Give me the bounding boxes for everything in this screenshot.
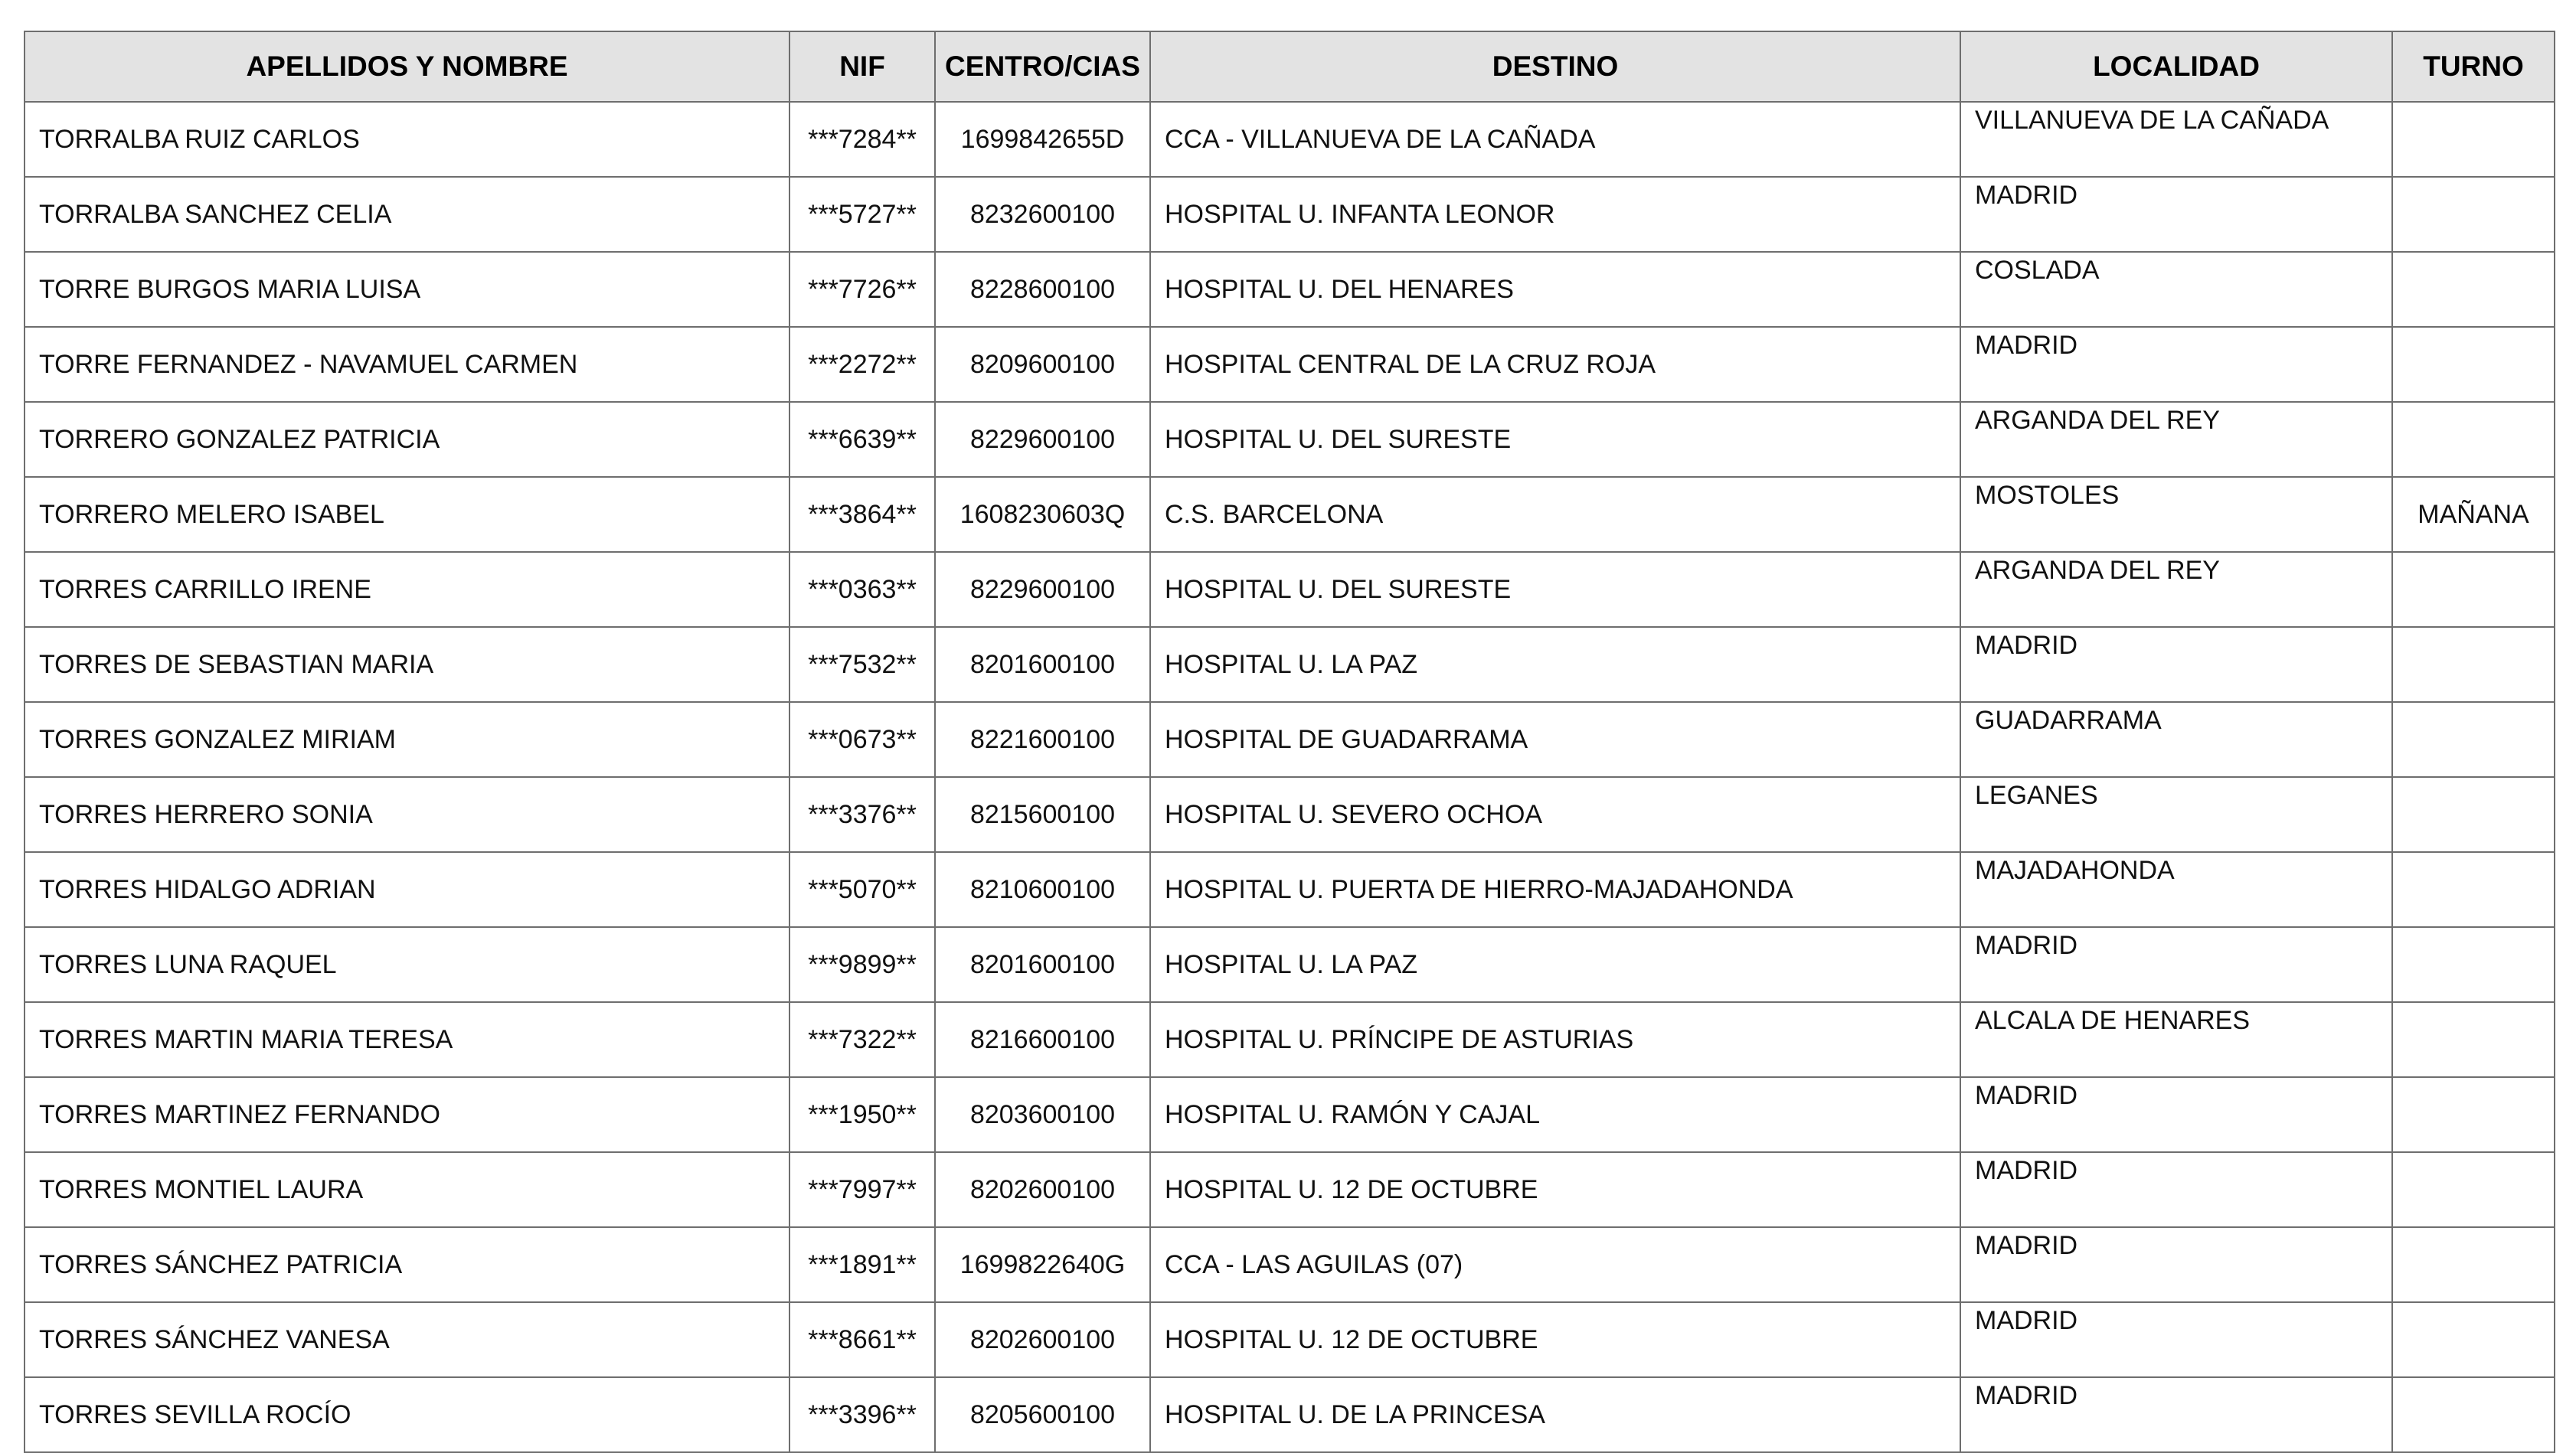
cell-localidad: COSLADA: [1960, 252, 2392, 327]
cell-nif: ***2272**: [789, 327, 935, 402]
cell-cias: 8209600100: [935, 327, 1150, 402]
cell-destino: C.S. BARCELONA: [1150, 477, 1960, 552]
cell-cias: 1699822640G: [935, 1227, 1150, 1302]
cell-destino: HOSPITAL DE GUADARRAMA: [1150, 702, 1960, 777]
cell-name: TORRERO GONZALEZ PATRICIA: [25, 402, 789, 477]
table-row: [25, 702, 2555, 777]
cell-destino: HOSPITAL U. 12 DE OCTUBRE: [1150, 1302, 1960, 1377]
cell-name: TORRES MARTINEZ FERNANDO: [25, 1077, 789, 1152]
cell-name: TORRES SÁNCHEZ VANESA: [25, 1302, 789, 1377]
cell-name: TORRES SÁNCHEZ PATRICIA: [25, 1227, 789, 1302]
cell-cias: 8216600100: [935, 1002, 1150, 1077]
table-row: [25, 777, 2555, 852]
cell-localidad: MADRID: [1960, 927, 2392, 1002]
table-row: [25, 252, 2555, 327]
cell-cias: 8205600100: [935, 1377, 1150, 1452]
cell-name: TORRES CARRILLO IRENE: [25, 552, 789, 627]
table-row: [25, 327, 2555, 402]
table-row: [25, 552, 2555, 627]
cell-cias: 8201600100: [935, 927, 1150, 1002]
cell-turno: [2392, 702, 2555, 777]
cell-localidad: MADRID: [1960, 1152, 2392, 1227]
cell-turno: [2392, 1302, 2555, 1377]
cell-nif: ***7284**: [789, 102, 935, 177]
table-row: [25, 1002, 2555, 1077]
table-row: [25, 177, 2555, 252]
table-row: [25, 927, 2555, 1002]
cell-turno: [2392, 402, 2555, 477]
cell-nif: ***9899**: [789, 927, 935, 1002]
cell-nif: ***0673**: [789, 702, 935, 777]
cell-localidad: LEGANES: [1960, 777, 2392, 852]
table-row: [25, 852, 2555, 927]
cell-destino: HOSPITAL U. DE LA PRINCESA: [1150, 1377, 1960, 1452]
cell-turno: [2392, 1377, 2555, 1452]
cell-destino: HOSPITAL U. RAMÓN Y CAJAL: [1150, 1077, 1960, 1152]
cell-nif: ***7997**: [789, 1152, 935, 1227]
cell-cias: 1699842655D: [935, 102, 1150, 177]
cell-nif: ***7532**: [789, 627, 935, 702]
cell-turno: [2392, 552, 2555, 627]
cell-localidad: MAJADAHONDA: [1960, 852, 2392, 927]
cell-turno: [2392, 777, 2555, 852]
table-row: [25, 1077, 2555, 1152]
cell-turno: [2392, 327, 2555, 402]
cell-localidad: VILLANUEVA DE LA CAÑADA: [1960, 102, 2392, 177]
cell-turno: [2392, 852, 2555, 927]
header-name: APELLIDOS Y NOMBRE: [25, 31, 789, 102]
cell-turno: [2392, 1002, 2555, 1077]
table-header-row: [25, 31, 2555, 102]
cell-cias: 8228600100: [935, 252, 1150, 327]
cell-name: TORRERO MELERO ISABEL: [25, 477, 789, 552]
cell-cias: 8201600100: [935, 627, 1150, 702]
cell-turno: MAÑANA: [2392, 477, 2555, 552]
cell-name: TORRES GONZALEZ MIRIAM: [25, 702, 789, 777]
cell-nif: ***7322**: [789, 1002, 935, 1077]
cell-localidad: MADRID: [1960, 1377, 2392, 1452]
cell-turno: [2392, 1077, 2555, 1152]
cell-turno: [2392, 927, 2555, 1002]
table-row: [25, 1227, 2555, 1302]
cell-cias: 8215600100: [935, 777, 1150, 852]
cell-turno: [2392, 1227, 2555, 1302]
header-cias: CENTRO/CIAS: [935, 31, 1150, 102]
cell-nif: ***0363**: [789, 552, 935, 627]
header-destino: DESTINO: [1150, 31, 1960, 102]
table-row: [25, 1152, 2555, 1227]
table-row: [25, 402, 2555, 477]
cell-destino: HOSPITAL CENTRAL DE LA CRUZ ROJA: [1150, 327, 1960, 402]
cell-cias: 8210600100: [935, 852, 1150, 927]
cell-destino: HOSPITAL U. SEVERO OCHOA: [1150, 777, 1960, 852]
cell-nif: ***3376**: [789, 777, 935, 852]
cell-cias: 8202600100: [935, 1302, 1150, 1377]
cell-destino: HOSPITAL U. LA PAZ: [1150, 927, 1960, 1002]
cell-turno: [2392, 102, 2555, 177]
cell-destino: HOSPITAL U. DEL HENARES: [1150, 252, 1960, 327]
cell-turno: [2392, 1152, 2555, 1227]
cell-name: TORRE BURGOS MARIA LUISA: [25, 252, 789, 327]
cell-cias: 8229600100: [935, 402, 1150, 477]
cell-turno: [2392, 627, 2555, 702]
cell-destino: HOSPITAL U. INFANTA LEONOR: [1150, 177, 1960, 252]
cell-name: TORRES HIDALGO ADRIAN: [25, 852, 789, 927]
cell-name: TORRES HERRERO SONIA: [25, 777, 789, 852]
cell-localidad: MOSTOLES: [1960, 477, 2392, 552]
cell-destino: HOSPITAL U. DEL SURESTE: [1150, 402, 1960, 477]
cell-localidad: MADRID: [1960, 327, 2392, 402]
cell-nif: ***3396**: [789, 1377, 935, 1452]
table-row: [25, 102, 2555, 177]
cell-nif: ***5727**: [789, 177, 935, 252]
header-localidad: LOCALIDAD: [1960, 31, 2392, 102]
cell-nif: ***8661**: [789, 1302, 935, 1377]
assignment-list-page: [24, 31, 2555, 1453]
cell-destino: HOSPITAL U. 12 DE OCTUBRE: [1150, 1152, 1960, 1227]
cell-destino: HOSPITAL U. LA PAZ: [1150, 627, 1960, 702]
table-body: [25, 102, 2555, 1452]
cell-localidad: MADRID: [1960, 1302, 2392, 1377]
cell-localidad: MADRID: [1960, 1227, 2392, 1302]
cell-cias: 1608230603Q: [935, 477, 1150, 552]
cell-localidad: MADRID: [1960, 627, 2392, 702]
cell-name: TORRES MARTIN MARIA TERESA: [25, 1002, 789, 1077]
cell-localidad: GUADARRAMA: [1960, 702, 2392, 777]
cell-name: TORRES LUNA RAQUEL: [25, 927, 789, 1002]
cell-destino: CCA - VILLANUEVA DE LA CAÑADA: [1150, 102, 1960, 177]
cell-localidad: MADRID: [1960, 177, 2392, 252]
cell-turno: [2392, 177, 2555, 252]
table-row: [25, 1302, 2555, 1377]
cell-destino: HOSPITAL U. DEL SURESTE: [1150, 552, 1960, 627]
cell-cias: 8221600100: [935, 702, 1150, 777]
cell-name: TORRES DE SEBASTIAN MARIA: [25, 627, 789, 702]
cell-cias: 8202600100: [935, 1152, 1150, 1227]
cell-nif: ***1891**: [789, 1227, 935, 1302]
cell-cias: 8232600100: [935, 177, 1150, 252]
cell-localidad: ARGANDA DEL REY: [1960, 402, 2392, 477]
cell-destino: HOSPITAL U. PRÍNCIPE DE ASTURIAS: [1150, 1002, 1960, 1077]
header-turno: TURNO: [2392, 31, 2555, 102]
cell-nif: ***5070**: [789, 852, 935, 927]
cell-nif: ***6639**: [789, 402, 935, 477]
cell-name: TORRES MONTIEL LAURA: [25, 1152, 789, 1227]
cell-localidad: ARGANDA DEL REY: [1960, 552, 2392, 627]
cell-nif: ***7726**: [789, 252, 935, 327]
cell-destino: CCA - LAS AGUILAS (07): [1150, 1227, 1960, 1302]
cell-name: TORRALBA SANCHEZ CELIA: [25, 177, 789, 252]
cell-destino: HOSPITAL U. PUERTA DE HIERRO-MAJADAHONDA: [1150, 852, 1960, 927]
cell-nif: ***1950**: [789, 1077, 935, 1152]
cell-name: TORRES SEVILLA ROCÍO: [25, 1377, 789, 1452]
table-row: [25, 477, 2555, 552]
assignment-table: [24, 31, 2555, 1453]
cell-cias: 8229600100: [935, 552, 1150, 627]
cell-nif: ***3864**: [789, 477, 935, 552]
cell-turno: [2392, 252, 2555, 327]
table-row: [25, 627, 2555, 702]
header-nif: NIF: [789, 31, 935, 102]
cell-name: TORRE FERNANDEZ - NAVAMUEL CARMEN: [25, 327, 789, 402]
cell-name: TORRALBA RUIZ CARLOS: [25, 102, 789, 177]
cell-localidad: MADRID: [1960, 1077, 2392, 1152]
cell-cias: 8203600100: [935, 1077, 1150, 1152]
table-row: [25, 1377, 2555, 1452]
cell-localidad: ALCALA DE HENARES: [1960, 1002, 2392, 1077]
